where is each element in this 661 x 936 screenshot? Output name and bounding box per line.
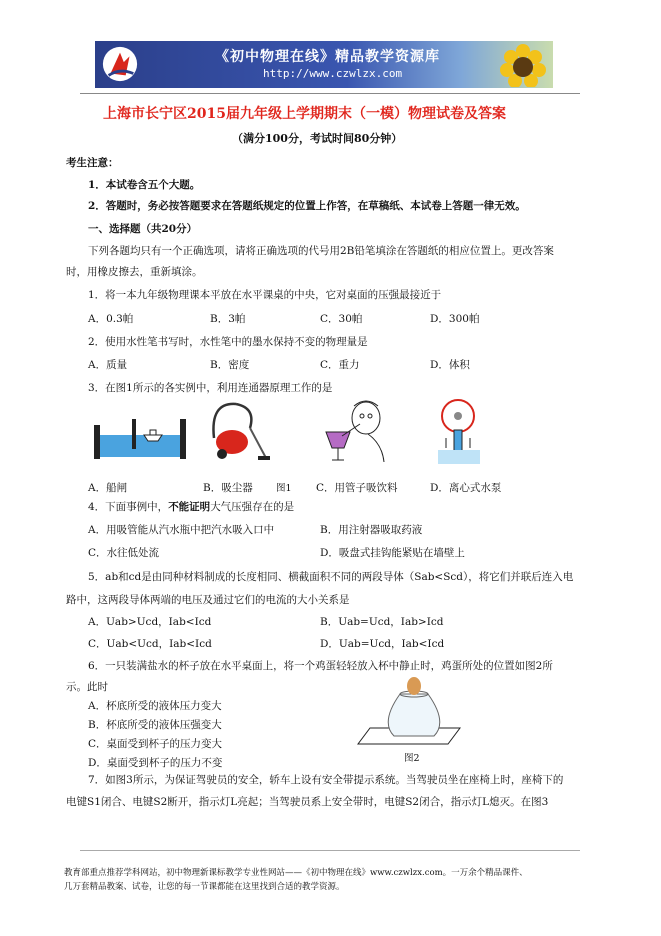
q5-stem-line2: 路中，这两段导体两端的电压及通过它们的电流的大小关系是 [66,594,350,606]
notice-item-1: 1．本试卷含五个大题。 [88,179,201,191]
q7-stem-line2: 电键S1闭合、电键S2断开，指示灯L亮起；当驾驶员系上安全带时，电键S2闭合，指示灯L熄灭。在图3 [66,796,549,808]
q3-option-a: A．船闸 [88,482,128,494]
footer-divider [80,850,580,851]
footer-line2: 几万套精品教案、试卷，让您的每一节课都能在这里找到合适的教学资源。 [64,882,345,892]
q3-option-b: B．吸尘器 [203,482,253,494]
page-subtitle: （满分100分，考试时间80分钟） [232,132,403,145]
q1-option-d: D．300帕 [430,313,480,325]
banner-url[interactable]: http://www.czwlzx.com [263,67,403,80]
figure1-caption: 图1 [276,483,292,494]
site-logo-icon [101,45,139,83]
q6-option-c: C．桌面受到杯子的压力变大 [88,738,223,750]
q4-option-c: C．水往低处流 [88,547,160,559]
page-title: 上海市长宁区2015届九年级上学期期末（一模）物理试卷及答案 [103,106,506,122]
ship-lock-figure [92,405,188,461]
notice-heading: 考生注意： [66,157,119,169]
q3-stem: 3．在图1所示的各实例中，利用连通器原理工作的是 [88,382,333,394]
centrifugal-pump-figure [434,394,484,466]
q3-option-d: D．离心式水泵 [430,482,502,494]
q1-option-c: C．30帕 [320,313,363,325]
q1-option-b: B．3帕 [210,313,246,325]
footer-line1: 教育部重点推荐学科网站，初中物理新课标教学专业性网站——《初中物理在线》www.czwlzx.com。一万余个精品课件、 [64,868,528,878]
q4-emphasis: 不能证明 [168,501,211,513]
site-banner [95,41,553,88]
notice-item-2: 2．答题时，务必按答题要求在答题纸规定的位置上作答，在草稿纸、本试卷上答题一律无效。 [88,200,526,212]
q3-option-c: C．用管子吸饮料 [316,482,398,494]
vacuum-cleaner-figure [206,398,272,464]
q1-option-a: A．0.3帕 [88,313,134,325]
q4-option-b: B．用注射器吸取药液 [320,524,423,536]
banner-title: 《初中物理在线》精品教学资源库 [215,49,440,65]
q5-option-c: C．Uab<Ucd，Iab<Icd [88,638,212,650]
header-divider [80,93,580,94]
q2-stem: 2．使用水性笔书写时，水性笔中的墨水保持不变的物理量是 [88,336,368,348]
q7-stem-line1: 7．如图3所示，为保证驾驶员的安全，轿车上设有安全带提示系统。当驾驶员坐在座椅上时，座椅下的 [88,774,564,786]
q4-option-a: A．用吸管能从汽水瓶中把汽水吸入口中 [88,524,275,536]
section-intro-line2: 时，用橡皮擦去，重新填涂。 [66,266,203,278]
drinking-straw-figure [322,396,390,466]
q6-option-b: B．杯底所受的液体压强变大 [88,719,222,731]
q4-option-d: D．吸盘式挂钩能紧贴在墙壁上 [320,547,465,559]
q2-option-b: B．密度 [210,359,250,371]
sunflower-icon [495,43,551,87]
q6-option-a: A．杯底所受的液体压力变大 [88,700,222,712]
q5-option-d: D．Uab=Ucd，Iab<Icd [320,638,445,650]
q6-stem-line2: 示。此时 [66,681,108,693]
q5-option-a: A．Uab>Ucd，Iab<Icd [88,616,212,628]
figure2-caption: 图2 [404,753,420,764]
q1-stem: 1．将一本九年级物理课本平放在水平课桌的中央，它对桌面的压强最接近于 [88,289,442,301]
q5-option-b: B．Uab=Ucd，Iab>Icd [320,616,444,628]
egg-in-cup-figure [350,672,480,748]
q5-stem-line1: 5．ab和cd是由同种材料制成的长度相同、横截面积不同的两段导体（Sab<Scd），将它们并联后连入电 [88,571,574,583]
section-intro-line1: 下列各题均只有一个正确选项，请将正确选项的代号用2B铅笔填涂在答题纸的相应位置上。更改答案 [88,245,554,257]
q4-stem: 4．下面事例中，不能证明大气压强存在的是 [88,501,295,513]
q2-option-c: C．重力 [320,359,360,371]
section-heading: 一、选择题（共20分） [88,223,198,235]
q6-stem-line1: 6．一只装满盐水的杯子放在水平桌面上，将一个鸡蛋轻轻放入杯中静止时，鸡蛋所处的位置如图2所 [88,660,553,672]
q2-option-a: A．质量 [88,359,128,371]
q6-option-d: D．桌面受到杯子的压力不变 [88,757,223,769]
q2-option-d: D．体积 [430,359,470,371]
